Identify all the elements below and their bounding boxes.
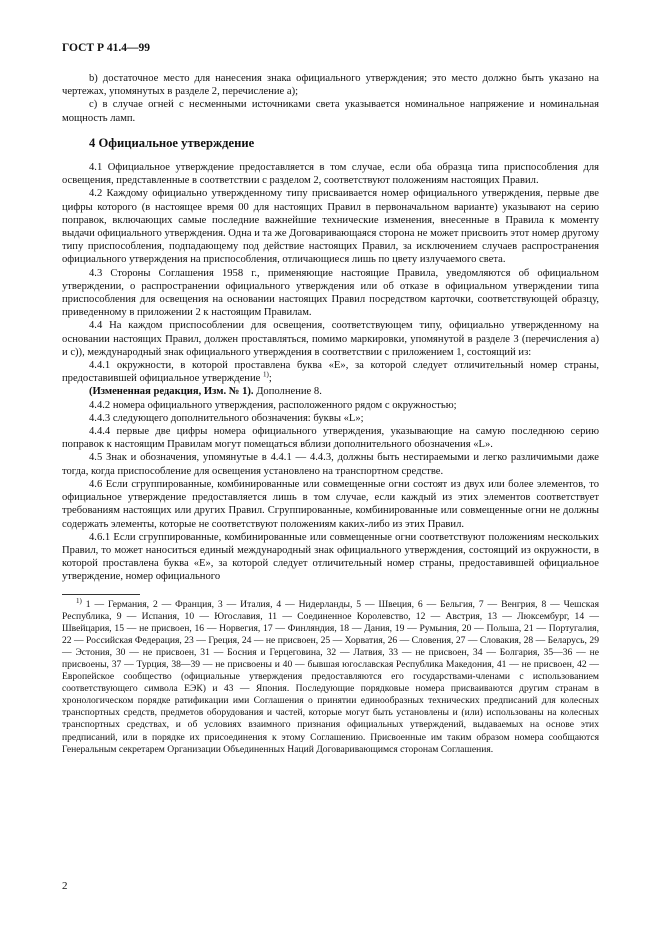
paragraph-4-4-1-tail: ; [268, 373, 272, 385]
paragraph-4-4-3: 4.4.3 следующего дополнительного обозначения: буквы «L»; [89, 412, 364, 424]
footnote-mark: 1) [76, 596, 82, 605]
footnote-divider [62, 594, 140, 595]
footnote-text [62, 596, 599, 756]
paragraph-4-4-2: 4.4.2 номера официального утверждения, расположенного рядом с окружностью; [89, 399, 457, 411]
paragraph-4-1: 4.1 Официальное утверждение предоставляется в том случае, если оба образца типа приспособления для освещения, представленные в соответствии с разделом 2, соответствуют положениям настоящих Правил. [62, 162, 599, 187]
paragraph-4-4-1-text: 4.4.1 окружности, в которой проставлена буква «Е», за которой следует отличительный номер страны, предоставившей официальное утверждение [62, 360, 599, 385]
section-title: 4 Официальное утверждение [89, 135, 255, 150]
paragraph-4-4-4: 4.4.4 первые две цифры номера официального утверждения, указывающие на самую последнюю серию поправок к настоящим Правилам могут помещаться вблизи дополнительного обозначения «L». [62, 426, 599, 451]
paragraph-4-6: 4.6 Если сгруппированные, комбинированные или совмещенные огни состоят из двух или более элементов, то официальное утверждение предоставляется лишь в том случае, если каждый из этих элементов соответствует требованиям настоящих или других Правил. Сгруппированные, комбинированные или совмещенные огни не должны содержать элементы, которые не соответствуют положениям каких-либо из этих Правил. [62, 478, 599, 530]
page-number: 2 [62, 880, 68, 892]
paragraph-4-3: 4.3 Стороны Соглашения 1958 г., применяющие настоящие Правила, уведомляются об официальном утверждении, о распространении официального утверждения или об отказе в официальном утверждении типа приспособления для освещения на основании настоящих Правил посредством карточки, соответствующей образцу, приведенному в приложении 2 к настоящим Правилам. [62, 267, 599, 319]
amendment-note [62, 385, 599, 398]
paragraph-4-6-1: 4.6.1 Если сгруппированные, комбинированные или совмещенные огни соответствуют положениям нескольких Правил, то может наноситься единый международный знак официального утверждения, состоящий из окружности, в которой проставлена буква «Е», за которой следует отличительный номер страны, предоставившей официальное утверждение, номер официального [62, 531, 599, 583]
paragraph-4-5: 4.5 Знак и обозначения, упомянутые в 4.4.1 — 4.4.3, должны быть нестираемыми и легко различимыми даже тогда, когда приспособление для освещения установлено на транспортном средстве. [62, 452, 599, 477]
footnote [62, 596, 599, 756]
footnote-body: 1 — Германия, 2 — Франция, 3 — Италия, 4 — Нидерланды, 5 — Швеция, 6 — Бельгия, 7 — Венгрия, 8 — Чешская Республика, 9 — Испания, 10 — Югославия, 11 — Соединенное Королевство, 12 — Австрия, 13 — Люксембург, 14 — Швейцария, 15 — не присвоен, 16 — Норвегия, 17 — Финляндия, 18 — Дания, 19 — Румыния, 20 — Польша, 21 — Португалия, 22 — Российская Федерация, 23 — Греция, 24 — не присвоен, 25 — Хорватия, 26 — Словения, 27 — Словакия, 28 — Беларусь, 29 — Эстония, 30 — не присвоен, 31 — Босния и Герцеговина, 32 — Латвия, 33 — не присвоен, 34 — Болгария, 35—36 — не присвоены, 37 — Турция, 38—39 — не присвоены и 40 — бывшая югославская Республика Македония, 41 — не присвоен, 42 — Европейское сообщество (официальные утверждения предоставляются его государствами-членами с использованием соответствующего символа ЕЭК) и 43 — Япония. Последующие порядковые номера присваиваются другим странам в хронологическом порядке ратификации ими Соглашения о принятии единообразных технических предписаний для колесных транспортных средств, предметов оборудования и частей, которые могут быть установлены и (или) использованы на колесных транспортных средствах, и об условиях взаимного признания официальных утверждений, выдаваемых на основе этих предписаний, или в порядке их присоединения к этому Соглашению. Присвоенные им таким образом номера сообщаются Генеральным секретарем Организации Объединенных Наций Договаривающимся сторонам Соглашения. [62, 598, 599, 755]
standard-header: ГОСТ Р 41.4—99 [62, 42, 150, 54]
amendment-bold: (Измененная редакция, Изм. № 1). [89, 386, 254, 398]
paragraph-3-b: b) достаточное место для нанесения знака официального утверждения; это место должно быть указано на чертежах, упомянутых в разделе 2, перечисление а); [62, 73, 599, 98]
footnote-ref: 1) [263, 370, 269, 379]
paragraph-3-c: c) в случае огней с несменными источниками света указывается номинальное напряжение и номинальная мощность ламп. [62, 99, 599, 124]
document-body [62, 72, 599, 756]
paragraph-4-4-1 [62, 359, 599, 385]
amendment-rest: Дополнение 8. [253, 386, 322, 398]
paragraph-4-4: 4.4 На каждом приспособлении для освещения, соответствующем типу, официально утвержденному на основании настоящих Правил, должен проставляться, помимо маркировки, упомянутой в разделе 3 (перечисления а) и с)), международный знак официального утверждения в соответствии с приложением 1, состоящий из: [62, 320, 599, 358]
paragraph-4-2: 4.2 Каждому официально утвержденному типу присваивается номер официального утверждения, первые две цифры которого (в настоящее время 00 для настоящих Правил в первоначальном варианте) указывают на серию поправок, включающих самые последние важнейшие технические изменения, внесенные в Правила к моменту выдачи официального утверждения. Одна и та же Договаривающаяся сторона не может присвоить этот номер другому типу приспособления, подпадающему под действие настоящих Правил, за исключением случаев распространения официального утверждения на приспособления, отличающиеся лишь по цвету излучаемого света. [62, 188, 600, 266]
